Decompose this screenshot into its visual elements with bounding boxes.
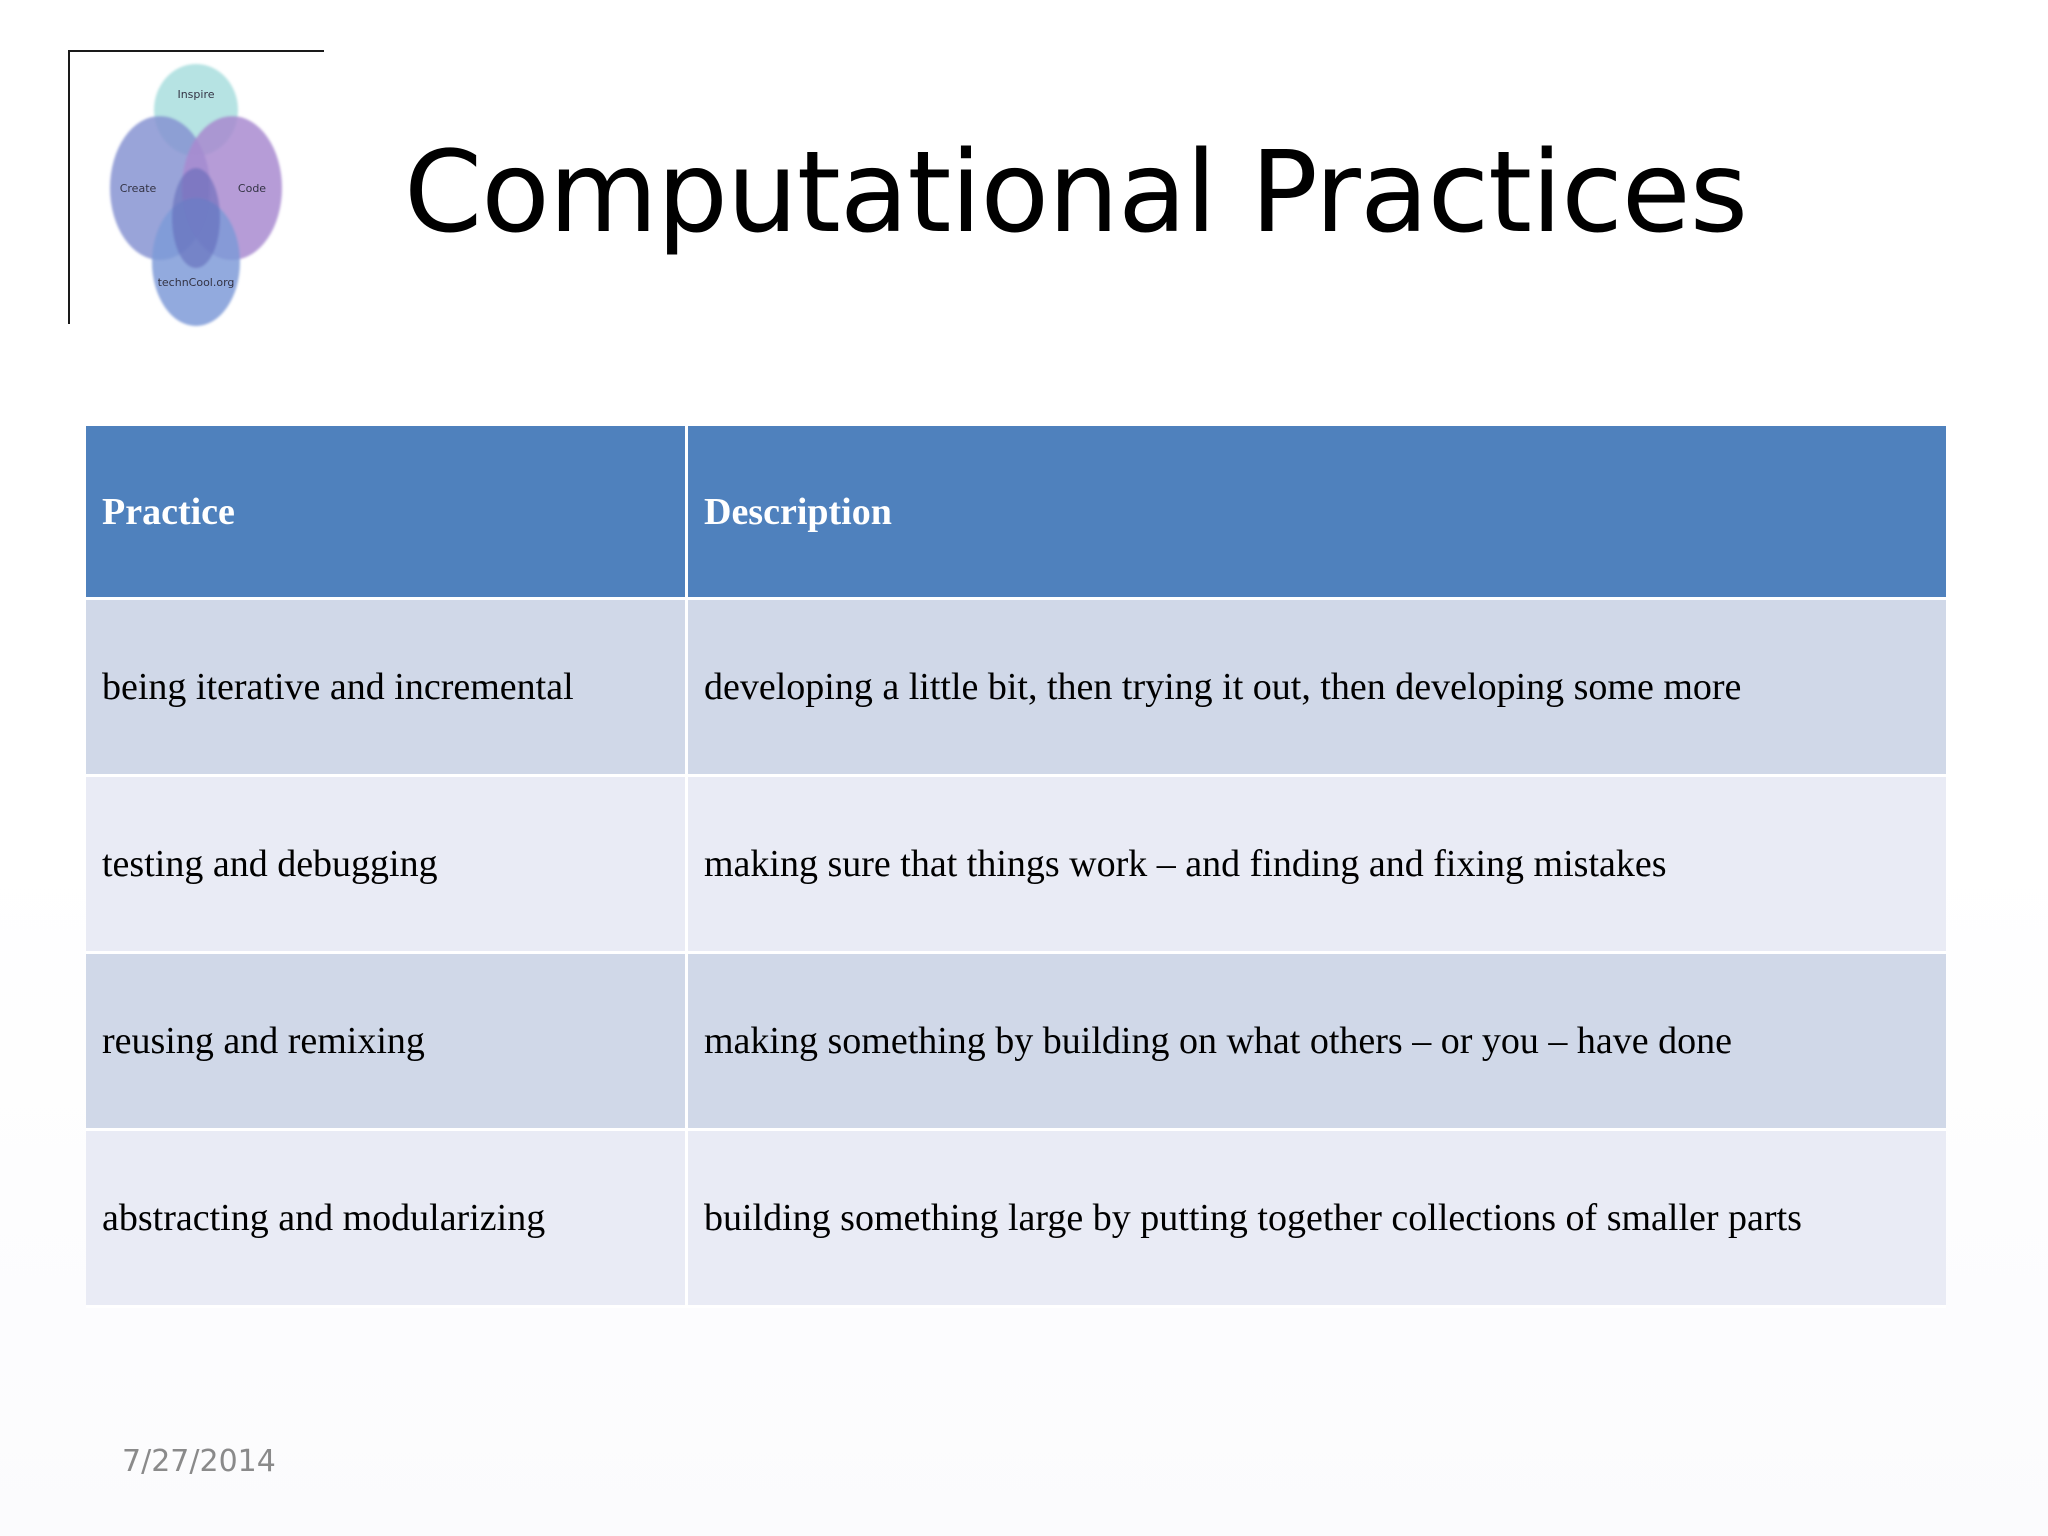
slide-title: Computational Practices xyxy=(404,128,1748,258)
logo-label-bottom: technCool.org xyxy=(157,276,235,289)
logo-label-top: Inspire xyxy=(177,88,215,101)
header-practice: Practice xyxy=(86,426,688,597)
description-cell: developing a little bit, then trying it out, then developing some more xyxy=(704,666,1742,708)
table-row xyxy=(86,777,1946,954)
practice-cell: reusing and remixing xyxy=(86,954,688,1128)
description-cell: making sure that things work – and finding and fixing mistakes xyxy=(704,843,1667,885)
logo-label-left: Create xyxy=(119,182,157,195)
practice-cell: being iterative and incremental xyxy=(86,600,688,774)
table-row xyxy=(86,954,1946,1131)
slide-date: 7/27/2014 xyxy=(122,1444,276,1479)
table-row xyxy=(86,600,1946,777)
logo-frame-left-border xyxy=(68,50,70,324)
practices-table xyxy=(86,426,1946,1308)
venn-logo xyxy=(100,50,300,330)
table-header-row xyxy=(86,426,1946,600)
venn-diagram-icon xyxy=(100,50,300,330)
table-row xyxy=(86,1131,1946,1308)
practice-cell: abstracting and modularizing xyxy=(86,1131,688,1305)
logo-label-right: Code xyxy=(237,182,267,195)
description-cell: making something by building on what others – or you – have done xyxy=(704,1020,1732,1062)
description-cell: building something large by putting together collections of smaller parts xyxy=(704,1197,1802,1239)
header-description: Description xyxy=(704,490,892,533)
practice-cell: testing and debugging xyxy=(86,777,688,951)
